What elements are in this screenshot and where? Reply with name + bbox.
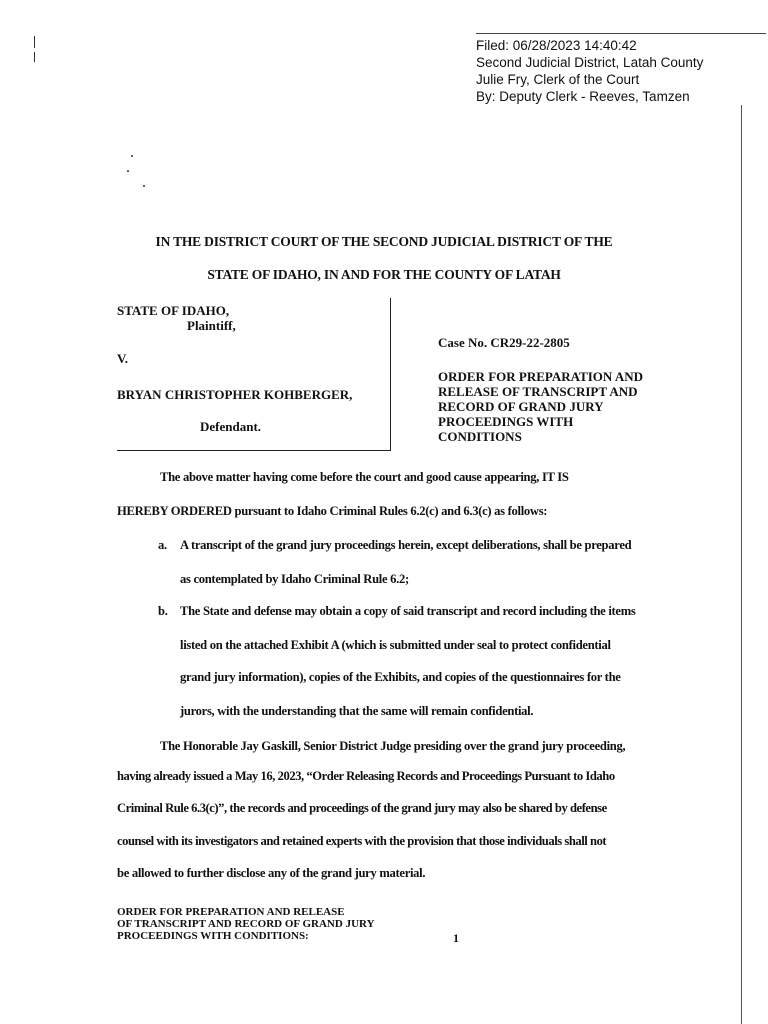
footer-title-line: ORDER FOR PREPARATION AND RELEASE — [117, 906, 345, 918]
order-title-line: RECORD OF GRAND JURY — [438, 399, 604, 414]
order-title-line: CONDITIONS — [438, 429, 522, 444]
intro-line: HEREBY ORDERED pursuant to Idaho Criminal Rules 6.2(c) and 6.3(c) as follows: — [117, 504, 548, 518]
filing-stamp — [476, 37, 766, 105]
caption-divider — [390, 298, 391, 451]
defendant-name: BRYAN CHRISTOPHER KOHBERGER, — [117, 387, 353, 402]
plaintiff-name: STATE OF IDAHO, — [117, 303, 230, 318]
closing-line: counsel with its investigators and retained experts with the provision that those individuals shall not — [117, 834, 607, 848]
order-title — [438, 369, 643, 444]
filing-district: Second Judicial District, Latah County — [476, 55, 704, 70]
footer-title-line: OF TRANSCRIPT AND RECORD OF GRAND JURY — [117, 918, 375, 930]
order-title-line: PROCEEDINGS WITH — [438, 414, 574, 429]
item-b-line: grand jury information), copies of the Exhibits, and copies of the questionnaires for the — [180, 670, 621, 684]
item-a-line: A transcript of the grand jury proceedings herein, except deliberations, shall be prepared — [180, 538, 632, 552]
versus: V. — [117, 351, 128, 366]
order-title-line: RELEASE OF TRANSCRIPT AND — [438, 384, 638, 399]
filed-timestamp: Filed: 06/28/2023 14:40:42 — [476, 38, 637, 53]
footer-title — [117, 906, 375, 942]
stamp-top-rule — [476, 33, 766, 34]
item-b-line: The State and defense may obtain a copy of said transcript and record including the items — [180, 604, 636, 618]
item-a-line: as contemplated by Idaho Criminal Rule 6.2; — [180, 572, 409, 586]
scan-speck — [127, 170, 129, 172]
plaintiff-role: Plaintiff, — [187, 318, 236, 333]
closing-line: The Honorable Jay Gaskill, Senior District Judge presiding over the grand jury proceeding, — [160, 739, 626, 753]
filing-deputy: By: Deputy Clerk - Reeves, Tamzen — [476, 89, 690, 104]
footer-title-line: PROCEEDINGS WITH CONDITIONS: — [117, 930, 309, 942]
scan-speck — [143, 185, 145, 187]
court-heading-line-2: STATE OF IDAHO, IN AND FOR THE COUNTY OF LATAH — [207, 267, 561, 282]
closing-line: be allowed to further disclose any of the grand jury material. — [117, 866, 426, 880]
item-b-line: listed on the attached Exhibit A (which is submitted under seal to protect confidential — [180, 638, 611, 652]
scan-speck — [131, 155, 133, 157]
closing-line: Criminal Rule 6.3(c)”, the records and proceedings of the grand jury may also be shared by defense — [117, 801, 607, 815]
court-heading-line-1: IN THE DISTRICT COURT OF THE SECOND JUDICIAL DISTRICT OF THE — [155, 234, 613, 249]
caption-underline — [117, 450, 391, 451]
order-title-line: ORDER FOR PREPARATION AND — [438, 369, 643, 384]
page-number: 1 — [453, 931, 459, 945]
item-b-line: jurors, with the understanding that the same will remain confidential. — [180, 704, 534, 718]
item-a-marker: a. — [158, 538, 167, 552]
defendant-role: Defendant. — [200, 419, 262, 434]
left-margin-mark — [34, 52, 35, 62]
item-b-marker: b. — [158, 604, 168, 618]
closing-line: having already issued a May 16, 2023, “Order Releasing Records and Proceedings Pursuant to Idaho — [117, 769, 615, 783]
intro-line: The above matter having come before the court and good cause appearing, IT IS — [160, 470, 569, 484]
left-margin-mark — [34, 36, 35, 48]
case-number: Case No. CR29-22-2805 — [438, 335, 570, 350]
filing-clerk: Julie Fry, Clerk of the Court — [476, 72, 640, 87]
